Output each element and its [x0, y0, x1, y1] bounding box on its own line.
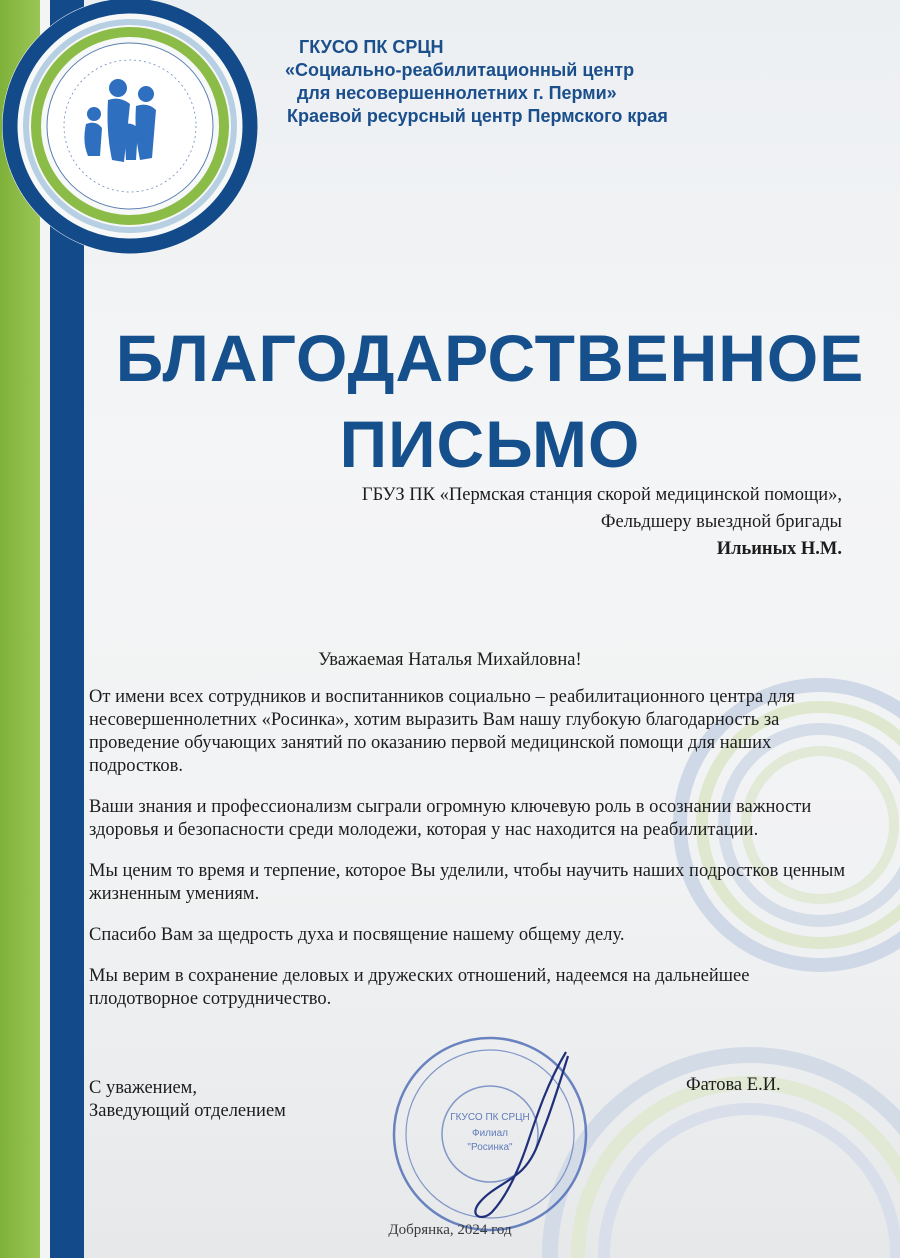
greeting: Уважаемая Наталья Михайловна!: [318, 650, 582, 670]
document-title-line2: ПИСЬМО: [339, 407, 641, 481]
organization-logo: [0, 0, 264, 260]
recipient-name: Ильиных Н.М.: [716, 539, 842, 559]
stamp-center-line3: "Росинка": [467, 1142, 513, 1153]
body-paragraph: От имени всех сотрудников и воспитанников социально – реабилитационного центра для несовершеннолетних «Росинка», хотим выразить Вам нашу глубокую благодарность за проведение обучающих занятий по оказанию первой медицинской помощи для наших подростков.: [89, 687, 795, 776]
org-line: «Социально-реабилитационный центр: [285, 60, 635, 80]
body-paragraph: Ваши знания и профессионализм сыграли огромную ключевую роль в осознании важности здоровья и безопасности среди молодежи, которая у нас находится на реабилитации.: [89, 797, 812, 840]
org-line: Краевой ресурсный центр Пермского края: [287, 106, 668, 126]
recipient-position: Фельдшеру выездной бригады: [600, 512, 842, 532]
stamp-center-line1: ГКУСО ПК СРЦН: [450, 1112, 530, 1123]
org-line: ГКУСО ПК СРЦН: [299, 37, 444, 57]
place-and-year: Добрянка, 2024 год: [388, 1222, 512, 1238]
official-stamp: [388, 1032, 593, 1237]
org-line: для несовершеннолетних г. Перми»: [297, 83, 617, 103]
signature-block: [89, 1077, 286, 1123]
organization-header: [285, 36, 668, 128]
recipient-block: [362, 482, 842, 563]
letter-body: [89, 686, 859, 1029]
body-paragraph: Мы верим в сохранение деловых и дружеских отношений, надеемся на дальнейшее плодотворное сотрудничество.: [89, 966, 750, 1009]
body-paragraph: Мы ценим то время и терпение, которое Вы уделили, чтобы научить наших подростков ценным жизненным умениям.: [89, 861, 846, 904]
recipient-organization: ГБУЗ ПК «Пермская станция скорой медицинской помощи»,: [361, 485, 842, 505]
closing: С уважением,: [89, 1078, 198, 1098]
body-paragraph: Спасибо Вам за щедрость духа и посвящение нашему общему делу.: [89, 925, 625, 945]
signer-name: Фатова Е.И.: [686, 1075, 781, 1095]
signer-position: Заведующий отделением: [89, 1101, 286, 1121]
document-title-line1: БЛАГОДАРСТВЕННОЕ: [115, 321, 865, 395]
stamp-center-line2: Филиал: [471, 1128, 509, 1139]
